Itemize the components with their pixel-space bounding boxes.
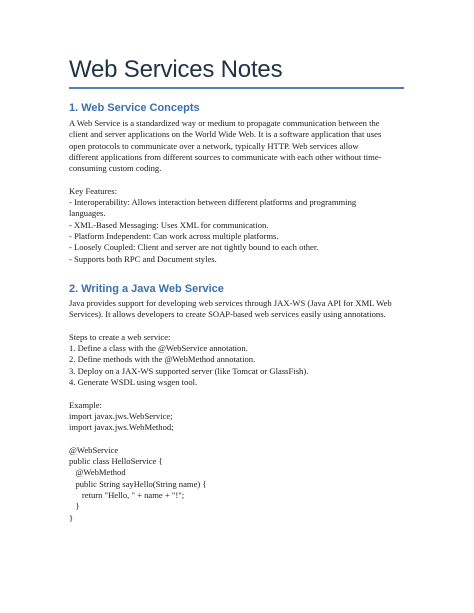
steps-label: Steps to create a web service: (69, 331, 171, 342)
paragraph-line: different applications from different sources to communicate with each other without time- (69, 151, 382, 162)
paragraph-line: A Web Service is a standardized way or medium to propagate communication between the (69, 118, 380, 128)
step-item: 4. Generate WSDL using wsgen tool. (69, 377, 198, 388)
step-item: 1. Define a class with the @WebService annotation. (69, 343, 248, 354)
code-line: @WebMethod (69, 467, 126, 478)
code-line: @WebService (69, 444, 119, 455)
code-line: } (69, 501, 80, 512)
paragraph-line: consuming custom coding. (69, 163, 162, 174)
code-line: public class HelloService { (69, 456, 163, 467)
code-import-line: import javax.jws.WebService; (69, 410, 173, 421)
code-line: } (69, 512, 74, 523)
page-title: Web Services Notes (69, 56, 283, 83)
section-1-body (69, 118, 414, 265)
list-item: - Interoperability: Allows interaction between different platforms and programming (69, 197, 357, 208)
title-underline (69, 87, 404, 89)
list-item: - Loosely Coupled: Client and server are not tightly bound to each other. (69, 242, 319, 253)
blank-line (69, 174, 414, 185)
blank-line (69, 321, 414, 332)
list-item: - Supports both RPC and Document styles. (69, 253, 217, 264)
list-item: - XML-Based Messaging: Uses XML for communication. (69, 219, 269, 230)
section-2-body (69, 298, 414, 524)
section-heading-writing-java-web-service: 2. Writing a Java Web Service (69, 283, 224, 295)
section-heading-web-service-concepts: 1. Web Service Concepts (69, 102, 200, 114)
key-features-label: Key Features: (69, 185, 117, 196)
code-line: return "Hello, " + name + "!"; (69, 490, 185, 501)
paragraph-line: Java provides support for developing web services through JAX-WS (Java API for XML Web (69, 298, 392, 308)
blank-line (69, 388, 414, 399)
list-item: languages. (69, 208, 106, 219)
code-line: public String sayHello(String name) { (69, 478, 207, 489)
list-item: - Platform Independent: Can work across multiple platforms. (69, 230, 279, 241)
paragraph-line: open protocols to communicate over a network, typically HTTP. Web services allow (69, 140, 359, 151)
paragraph-line: Services). It allows developers to create SOAP-based web services easily using annotations. (69, 309, 386, 320)
step-item: 2. Define methods with the @WebMethod annotation. (69, 354, 256, 365)
blank-line (69, 434, 414, 445)
step-item: 3. Deploy on a JAX-WS supported server (like Tomcat or GlassFish). (69, 365, 309, 376)
paragraph-line: client and server applications on the World Wide Web. It is a software application that uses (69, 129, 382, 140)
example-label: Example: (69, 399, 102, 410)
code-import-line: import javax.jws.WebMethod; (69, 422, 174, 433)
